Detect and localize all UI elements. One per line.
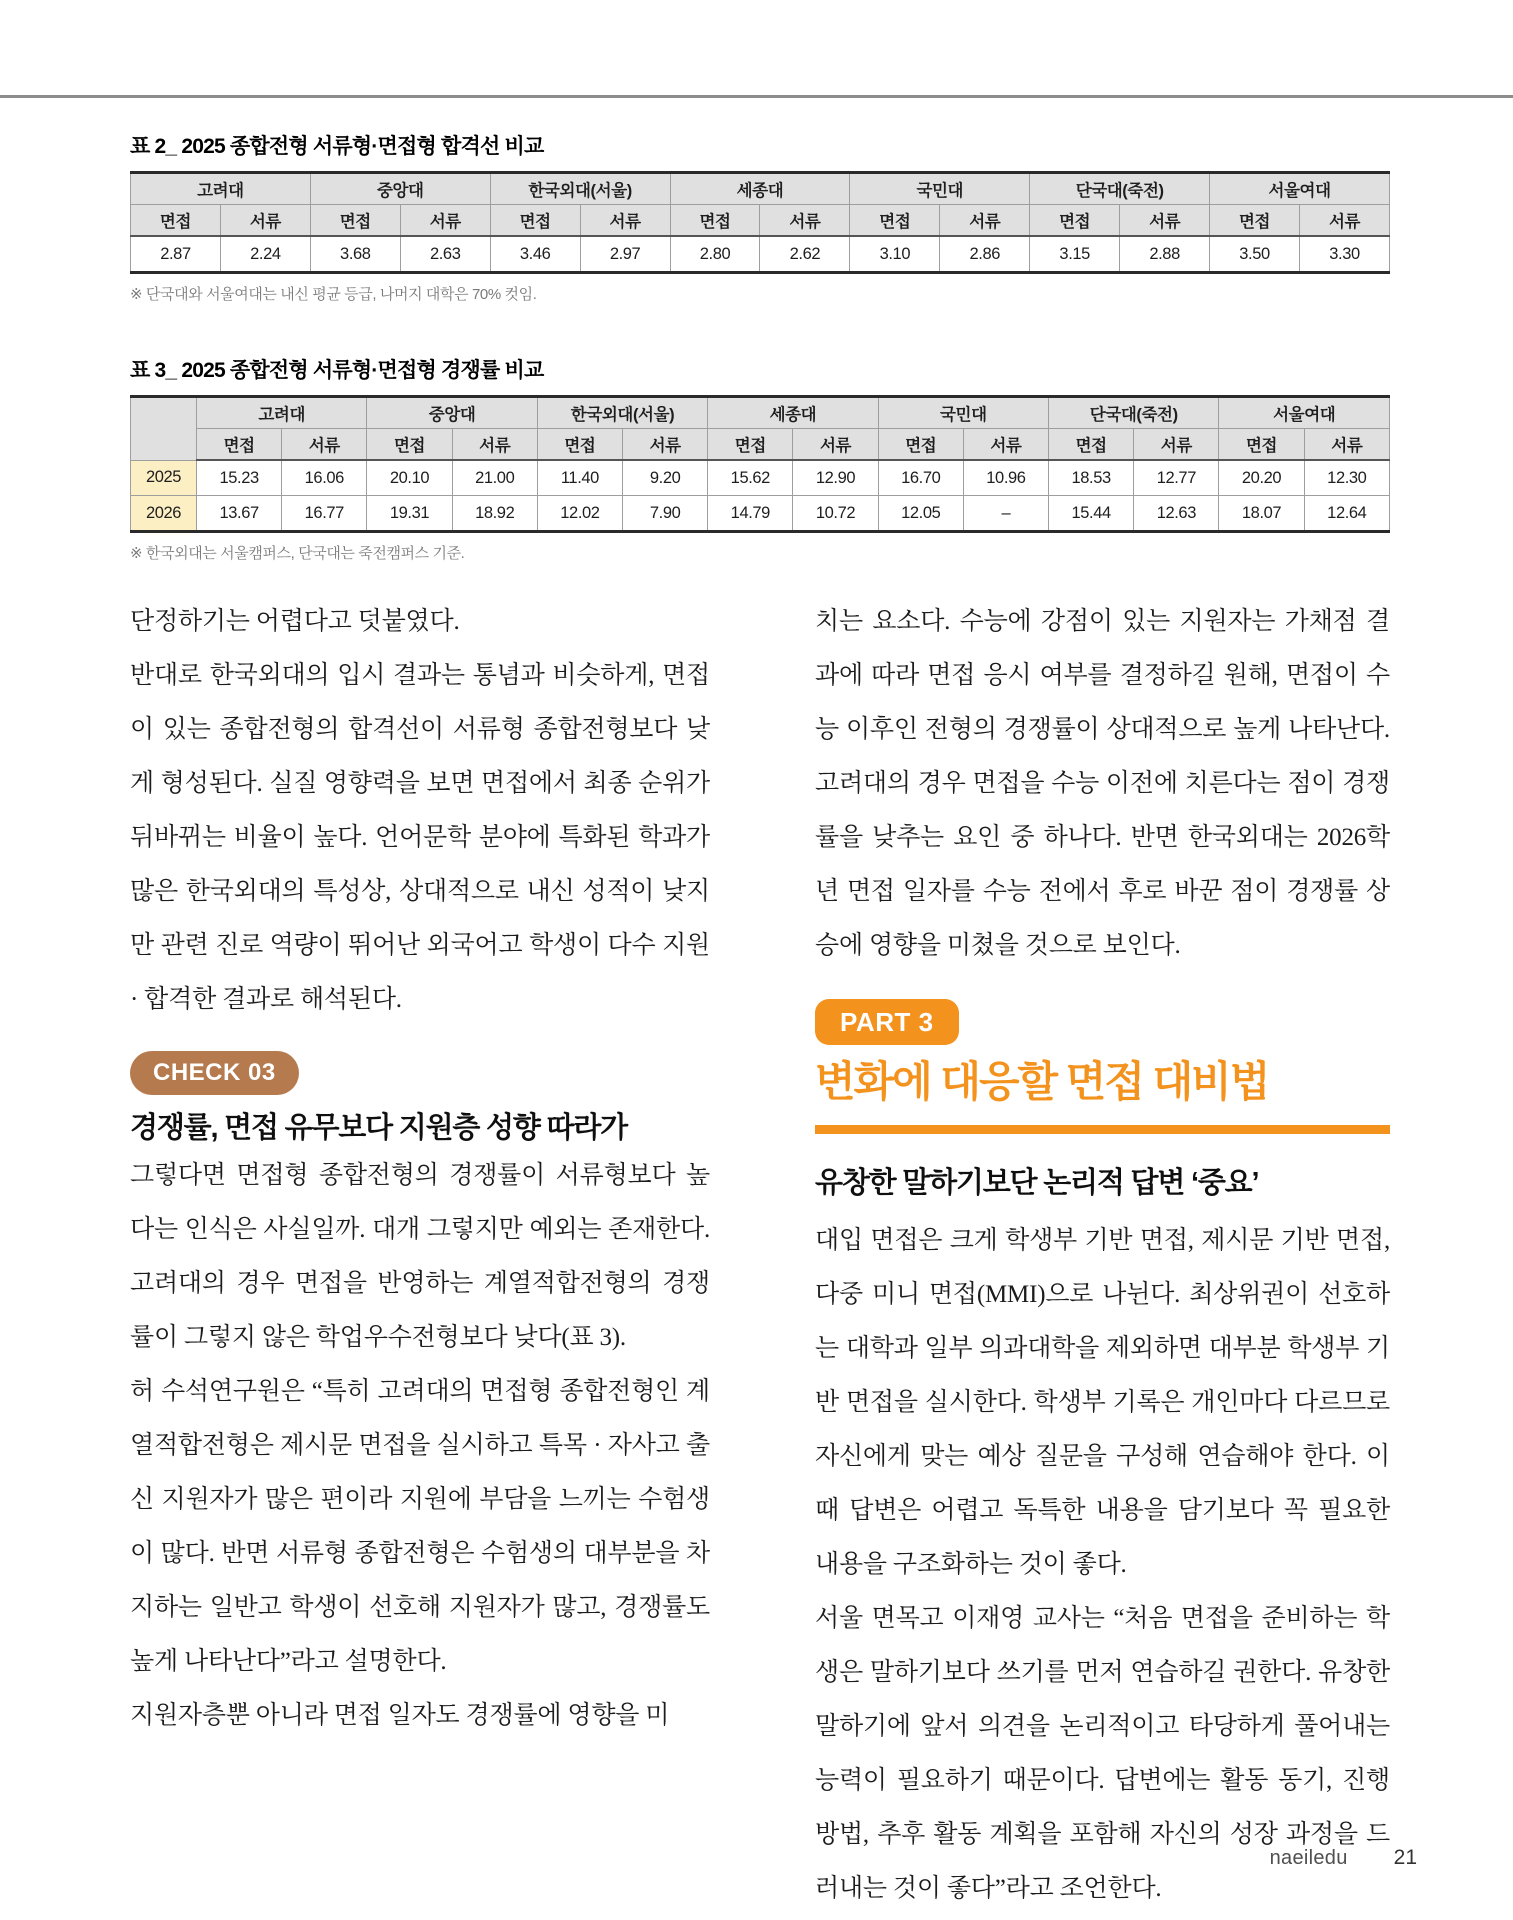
value-cell: 2.86: [940, 236, 1030, 273]
left-section-heading: 경쟁률, 면접 유무보다 지원층 성향 따라가: [130, 1112, 627, 1144]
value-cell: 15.62: [708, 460, 793, 496]
type-header-cell: 서류: [1120, 205, 1210, 237]
value-cell: 10.96: [963, 460, 1048, 496]
university-header-cell: 한국외대(서울): [490, 173, 670, 205]
table3-table: [130, 395, 1390, 533]
type-header-cell: 서류: [963, 429, 1048, 461]
table-corner-cell: [131, 397, 197, 461]
university-header-cell: 단국대(죽전): [1049, 397, 1219, 429]
value-cell: –: [963, 496, 1048, 532]
type-header-cell: 면접: [367, 429, 452, 461]
table3-section: [130, 358, 1390, 563]
value-cell: 18.07: [1219, 496, 1304, 532]
type-header-cell: 서류: [452, 429, 537, 461]
university-header-cell: 세종대: [708, 397, 878, 429]
value-cell: 10.72: [793, 496, 878, 532]
value-cell: 12.90: [793, 460, 878, 496]
check-03-badge: CHECK 03: [130, 1051, 299, 1095]
value-cell: 12.30: [1304, 460, 1389, 496]
value-cell: 21.00: [452, 460, 537, 496]
value-cell: 2.97: [580, 236, 670, 273]
value-cell: 2.87: [131, 236, 221, 273]
type-header-cell: 면접: [708, 429, 793, 461]
paragraph: 허 수석연구원은 “특히 고려대의 면접형 종합전형인 계열적합전형은 제시문 면접을 실시하고 특목 · 자사고 출신 지원자가 많은 편이라 지원에 부담을 느끼는 수험생이 많다. 반면 서류형 종합전형은 수험생의 대부분을 차지하는 일반고 학생이 선호해 지원자가 많고, 경쟁률도 높게 나타난다”라고 설명한다.: [130, 1378, 710, 1675]
value-cell: 3.10: [850, 236, 940, 273]
university-header-cell: 한국외대(서울): [537, 397, 707, 429]
paragraph: 단정하기는 어렵다고 덧붙였다.: [130, 608, 460, 635]
table2-section: [130, 134, 1390, 304]
left-column-text-top: [130, 595, 710, 1027]
university-header-cell: 국민대: [850, 173, 1030, 205]
value-cell: 2.88: [1120, 236, 1210, 273]
type-header-cell: 서류: [580, 205, 670, 237]
value-cell: 15.44: [1049, 496, 1134, 532]
value-cell: 11.40: [537, 460, 622, 496]
paragraph: 서울 면목고 이재영 교사는 “처음 면접을 준비하는 학생은 말하기보다 쓰기를 먼저 연습하길 권한다. 유창한 말하기에 앞서 의견을 논리적이고 타당하게 풀어내는 능력이 필요하기 때문이다. 답변에는 활동 동기, 진행 방법, 추후 활동 계획을 포함해 자신의 성장 과정을 드러내는 것이 좋다”라고 조언한다.: [815, 1605, 1390, 1902]
value-cell: 7.90: [623, 496, 708, 532]
table3-title: 표 3_ 2025 종합전형 서류형·면접형 경쟁률 비교: [130, 359, 544, 382]
type-header-cell: 면접: [537, 429, 622, 461]
table-row: [131, 460, 1390, 496]
value-cell: 16.77: [282, 496, 367, 532]
paragraph: 지원자층뿐 아니라 면접 일자도 경쟁률에 영향을 미: [130, 1702, 670, 1729]
value-cell: 12.77: [1134, 460, 1219, 496]
page-number: 21: [1393, 1846, 1417, 1869]
value-cell: 14.79: [708, 496, 793, 532]
type-header-cell: 서류: [940, 205, 1030, 237]
university-header-cell: 중앙대: [367, 397, 537, 429]
value-cell: 12.02: [537, 496, 622, 532]
type-header-cell: 서류: [623, 429, 708, 461]
type-header-cell: 면접: [490, 205, 580, 237]
left-column-text-bottom: [130, 1149, 710, 1743]
value-cell: 18.92: [452, 496, 537, 532]
table2-container: [130, 171, 1390, 274]
table-row: [131, 496, 1390, 532]
value-cell: 19.31: [367, 496, 452, 532]
type-header-cell: 면접: [850, 205, 940, 237]
type-header-cell: 서류: [760, 205, 850, 237]
university-header-cell: 중앙대: [310, 173, 490, 205]
value-cell: 12.64: [1304, 496, 1389, 532]
value-cell: 16.70: [878, 460, 963, 496]
value-cell: 2.24: [220, 236, 310, 273]
university-header-cell: 고려대: [197, 397, 367, 429]
university-header-cell: 세종대: [670, 173, 850, 205]
paragraph: 그렇다면 면접형 종합전형의 경쟁률이 서류형보다 높다는 인식은 사실일까. 대개 그렇지만 예외는 존재한다. 고려대의 경우 면접을 반영하는 계열적합전형의 경쟁률이 그렇지 않은 학업우수전형보다 낮다(표 3).: [130, 1162, 710, 1351]
type-header-cell: 서류: [1134, 429, 1219, 461]
value-cell: 12.05: [878, 496, 963, 532]
value-cell: 3.15: [1030, 236, 1120, 273]
type-header-cell: 서류: [282, 429, 367, 461]
university-header-cell: 단국대(죽전): [1030, 173, 1210, 205]
year-cell: 2026: [131, 496, 197, 532]
part-3-title: 변화에 대응할 면접 대비법: [815, 1058, 1269, 1105]
part-3-badge: PART 3: [815, 999, 959, 1045]
type-header-cell: 서류: [400, 205, 490, 237]
type-header-cell: 서류: [220, 205, 310, 237]
part-3-divider-bar: [815, 1125, 1390, 1134]
table3-container: [130, 395, 1390, 533]
type-header-cell: 면접: [131, 205, 221, 237]
value-cell: 18.53: [1049, 460, 1134, 496]
table2-footnote: ※ 단국대와 서울여대는 내신 평균 등급, 나머지 대학은 70% 컷임.: [130, 286, 537, 303]
publication-brand: naeiledu: [1269, 1847, 1348, 1869]
right-section-heading: 유창한 말하기보단 논리적 답변 ‘중요’: [815, 1167, 1259, 1199]
value-cell: 9.20: [623, 460, 708, 496]
right-column-text-bottom: [815, 1214, 1390, 1916]
right-column-text-top: [815, 595, 1390, 973]
top-divider-rule: [0, 95, 1513, 98]
table3-footnote: ※ 한국외대는 서울캠퍼스, 단국대는 죽전캠퍼스 기준.: [130, 545, 465, 562]
value-cell: 15.23: [197, 460, 282, 496]
type-header-cell: 면접: [1049, 429, 1134, 461]
table-row: [131, 236, 1390, 273]
university-header-cell: 국민대: [878, 397, 1048, 429]
value-cell: 12.63: [1134, 496, 1219, 532]
type-header-cell: 면접: [1219, 429, 1304, 461]
value-cell: 2.80: [670, 236, 760, 273]
table2-table: [130, 171, 1390, 274]
table2-title: 표 2_ 2025 종합전형 서류형·면접형 합격선 비교: [130, 135, 544, 158]
value-cell: 20.10: [367, 460, 452, 496]
type-header-cell: 면접: [1030, 205, 1120, 237]
value-cell: 16.06: [282, 460, 367, 496]
type-header-cell: 면접: [197, 429, 282, 461]
value-cell: 13.67: [197, 496, 282, 532]
value-cell: 2.62: [760, 236, 850, 273]
university-header-cell: 서울여대: [1210, 173, 1390, 205]
page-footer: [1270, 1846, 1417, 1870]
value-cell: 2.63: [400, 236, 490, 273]
left-column: [130, 595, 710, 1916]
type-header-cell: 면접: [1210, 205, 1300, 237]
value-cell: 3.50: [1210, 236, 1300, 273]
value-cell: 3.30: [1299, 236, 1389, 273]
university-header-cell: 서울여대: [1219, 397, 1390, 429]
type-header-cell: 면접: [310, 205, 400, 237]
year-cell: 2025: [131, 460, 197, 496]
type-header-cell: 면접: [878, 429, 963, 461]
right-column: [815, 595, 1390, 1916]
page-content: [130, 134, 1390, 1916]
value-cell: 3.46: [490, 236, 580, 273]
body-columns: [130, 595, 1390, 1916]
university-header-cell: 고려대: [131, 173, 311, 205]
type-header-cell: 서류: [1299, 205, 1389, 237]
paragraph: 대입 면접은 크게 학생부 기반 면접, 제시문 기반 면접, 다중 미니 면접(MMI)으로 나뉜다. 최상위권이 선호하는 대학과 일부 의과대학을 제외하면 대부분 학생부 기반 면접을 실시한다. 학생부 기록은 개인마다 다르므로 자신에게 맞는 예상 질문을 구성해 연습해야 한다. 이때 답변은 어렵고 독특한 내용을 담기보다 꼭 필요한 내용을 구조화하는 것이 좋다.: [815, 1227, 1390, 1578]
type-header-cell: 서류: [793, 429, 878, 461]
value-cell: 3.68: [310, 236, 400, 273]
value-cell: 20.20: [1219, 460, 1304, 496]
paragraph: 반대로 한국외대의 입시 결과는 통념과 비슷하게, 면접이 있는 종합전형의 합격선이 서류형 종합전형보다 낮게 형성된다. 실질 영향력을 보면 면접에서 최종 순위가 뒤바뀌는 비율이 높다. 언어문학 분야에 특화된 학과가 많은 한국외대의 특성상, 상대적으로 내신 성적이 낮지만 관련 진로 역량이 뛰어난 외국어고 학생이 다수 지원 · 합격한 결과로 해석된다.: [130, 662, 710, 1013]
type-header-cell: 면접: [670, 205, 760, 237]
paragraph: 치는 요소다. 수능에 강점이 있는 지원자는 가채점 결과에 따라 면접 응시 여부를 결정하길 원해, 면접이 수능 이후인 전형의 경쟁률이 상대적으로 높게 나타난다. 고려대의 경우 면접을 수능 이전에 치른다는 점이 경쟁률을 낮추는 요인 중 하나다. 반면 한국외대는 2026학년 면접 일자를 수능 전에서 후로 바꾼 점이 경쟁률 상승에 영향을 미쳤을 것으로 보인다.: [815, 608, 1390, 959]
type-header-cell: 서류: [1304, 429, 1389, 461]
